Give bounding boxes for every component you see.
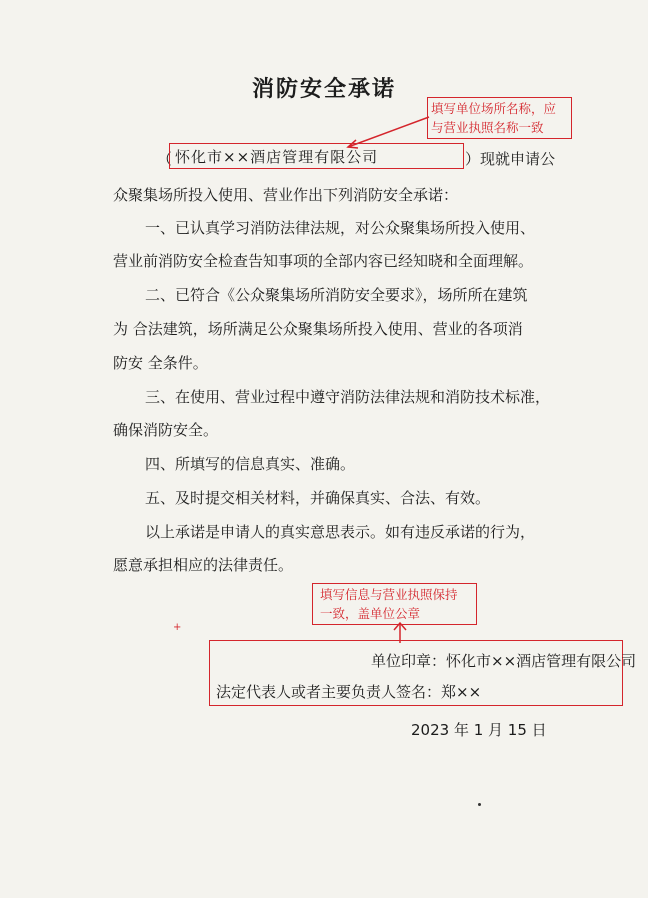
- representative-signature: 郑××: [441, 683, 482, 701]
- item-2-line-1: 二、已符合《公众聚集场所消防安全要求》，场所所在建筑: [145, 286, 528, 304]
- item-2-line-3: 防安 全条件。: [113, 354, 208, 372]
- annotation-note-name-line2: 与营业执照名称一致: [431, 120, 544, 135]
- applicant-name-field: 怀化市××酒店管理有限公司: [175, 148, 379, 166]
- stray-pen-mark: +: [173, 622, 182, 633]
- item-3-line-2: 确保消防安全。: [113, 421, 219, 439]
- closing-line-1: 以上承诺是申请人的真实意思表示。如有违反承诺的行为，: [145, 523, 536, 541]
- representative-label: 法定代表人或者主要负责人签名：: [216, 683, 442, 701]
- arrow-line-name: [348, 117, 429, 147]
- intro-line-2: 众聚集场所投入使用、营业作出下列消防安全承诺：: [113, 186, 459, 204]
- annotation-note-seal-line2: 一致，盖单位公章: [320, 606, 421, 621]
- seal-value: 怀化市××酒店管理有限公司: [446, 652, 637, 670]
- annotation-note-seal-line1: 填写信息与营业执照保持: [320, 587, 458, 602]
- item-5: 五、及时提交相关材料，并确保真实、合法、有效。: [145, 489, 491, 507]
- document-title: 消防安全承诺: [251, 76, 396, 102]
- annotation-note-name-line1: 填写单位场所名称，应: [431, 101, 557, 116]
- closing-line-2: 愿意承担相应的法律责任。: [113, 556, 294, 574]
- item-1-line-1: 一、已认真学习消防法律法规，对公众聚集场所投入使用、: [145, 219, 536, 237]
- intro-open-paren: （: [157, 150, 173, 168]
- signing-date: 2023 年 1 月 15 日: [411, 721, 547, 739]
- item-3-line-1: 三、在使用、营业过程中遵守消防法律法规和消防技术标准，: [145, 388, 551, 406]
- item-1-line-2: 营业前消防安全检查告知事项的全部内容已经知晓和全面理解。: [113, 252, 534, 270]
- seal-label: 单位印章：: [371, 652, 447, 670]
- intro-close-text: ）现就申请公: [465, 150, 556, 168]
- item-4: 四、所填写的信息真实、准确。: [145, 455, 356, 473]
- item-2-line-2: 为 合法建筑，场所满足公众聚集场所投入使用、营业的各项消: [113, 320, 523, 338]
